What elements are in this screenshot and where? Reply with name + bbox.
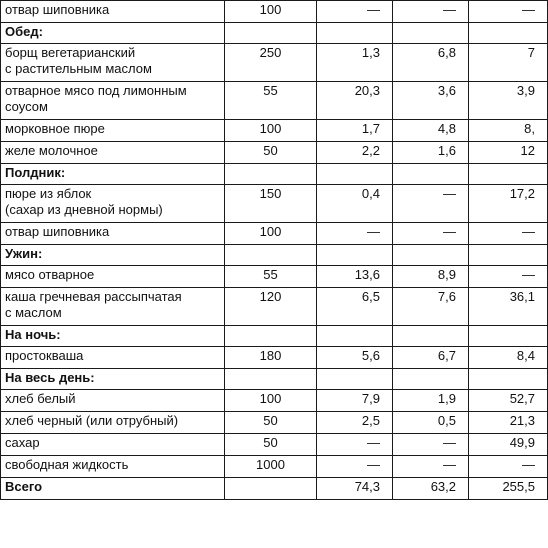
carbs-cell: — [469,266,548,288]
section-row [1,245,548,266]
protein-cell: 1,7 [317,120,393,142]
table-row [1,434,548,456]
fat-cell: — [393,185,469,223]
fat-cell: 4,8 [393,120,469,142]
dish-name: простокваша [1,347,225,369]
quantity-cell: 55 [225,266,317,288]
quantity-cell: 100 [225,1,317,23]
dish-name: сахар [1,434,225,456]
protein-cell [317,326,393,347]
quantity-cell [225,326,317,347]
table-row [1,456,548,478]
fat-cell: 6,7 [393,347,469,369]
quantity-cell: 120 [225,288,317,326]
table-row [1,288,548,326]
carbs-cell: 255,5 [469,478,548,500]
dish-name: отвар шиповника [1,223,225,245]
quantity-cell [225,478,317,500]
dish-name: пюре из яблок (сахар из дневной нормы) [1,185,225,223]
fat-cell [393,164,469,185]
protein-cell [317,369,393,390]
section-title: Обед: [1,23,225,44]
fat-cell: 1,6 [393,142,469,164]
carbs-cell: 17,2 [469,185,548,223]
fat-cell: — [393,456,469,478]
quantity-cell: 50 [225,142,317,164]
fat-cell: 3,6 [393,82,469,120]
fat-cell: 63,2 [393,478,469,500]
section-row [1,326,548,347]
carbs-cell: 12 [469,142,548,164]
table-row [1,266,548,288]
table-row [1,412,548,434]
dish-name: свободная жидкость [1,456,225,478]
quantity-cell: 150 [225,185,317,223]
carbs-cell: — [469,223,548,245]
quantity-cell: 250 [225,44,317,82]
dish-name: отварное мясо под лимонным соусом [1,82,225,120]
quantity-cell: 50 [225,412,317,434]
dish-name: борщ вегетарианский с растительным маслом [1,44,225,82]
dish-name: морковное пюре [1,120,225,142]
section-title: На ночь: [1,326,225,347]
table-row [1,82,548,120]
table-row [1,390,548,412]
carbs-cell: 49,9 [469,434,548,456]
protein-cell [317,23,393,44]
table-row [1,44,548,82]
carbs-cell: 3,9 [469,82,548,120]
protein-cell: 2,5 [317,412,393,434]
section-title: На весь день: [1,369,225,390]
fat-cell: 6,8 [393,44,469,82]
protein-cell: 7,9 [317,390,393,412]
section-row [1,164,548,185]
dish-name: отвар шиповника [1,1,225,23]
fat-cell: 7,6 [393,288,469,326]
carbs-cell [469,326,548,347]
table-row [1,347,548,369]
quantity-cell [225,164,317,185]
carbs-cell: 7 [469,44,548,82]
protein-cell: 0,4 [317,185,393,223]
carbs-cell: 8, [469,120,548,142]
carbs-cell [469,164,548,185]
carbs-cell: — [469,456,548,478]
dish-name: хлеб черный (или отрубный) [1,412,225,434]
fat-cell: 1,9 [393,390,469,412]
fat-cell [393,326,469,347]
protein-cell: 13,6 [317,266,393,288]
fat-cell: — [393,1,469,23]
quantity-cell: 100 [225,390,317,412]
quantity-cell [225,245,317,266]
section-row [1,369,548,390]
protein-cell [317,245,393,266]
table-row [1,185,548,223]
table-row [1,120,548,142]
total-row [1,478,548,500]
carbs-cell: 8,4 [469,347,548,369]
section-title: Полдник: [1,164,225,185]
fat-cell [393,369,469,390]
table-row [1,1,548,23]
carbs-cell: 36,1 [469,288,548,326]
section-title: Ужин: [1,245,225,266]
protein-cell: — [317,223,393,245]
protein-cell [317,164,393,185]
protein-cell: 74,3 [317,478,393,500]
dish-name: Всего [1,478,225,500]
quantity-cell: 100 [225,120,317,142]
quantity-cell: 50 [225,434,317,456]
section-row [1,23,548,44]
table-row [1,223,548,245]
fat-cell: 8,9 [393,266,469,288]
protein-cell: 5,6 [317,347,393,369]
protein-cell: — [317,1,393,23]
carbs-cell [469,369,548,390]
quantity-cell: 55 [225,82,317,120]
table-row [1,142,548,164]
dish-name: каша гречневая рассыпчатая с маслом [1,288,225,326]
protein-cell: 20,3 [317,82,393,120]
carbs-cell: 52,7 [469,390,548,412]
protein-cell: 1,3 [317,44,393,82]
carbs-cell: — [469,1,548,23]
dish-name: мясо отварное [1,266,225,288]
quantity-cell [225,23,317,44]
quantity-cell: 1000 [225,456,317,478]
quantity-cell: 180 [225,347,317,369]
diet-menu-table-body [1,1,548,500]
fat-cell: — [393,223,469,245]
fat-cell [393,23,469,44]
carbs-cell: 21,3 [469,412,548,434]
carbs-cell [469,245,548,266]
fat-cell: 0,5 [393,412,469,434]
dish-name: хлеб белый [1,390,225,412]
protein-cell: 6,5 [317,288,393,326]
protein-cell: — [317,456,393,478]
protein-cell: 2,2 [317,142,393,164]
quantity-cell: 100 [225,223,317,245]
dish-name: желе молочное [1,142,225,164]
quantity-cell [225,369,317,390]
protein-cell: — [317,434,393,456]
carbs-cell [469,23,548,44]
fat-cell: — [393,434,469,456]
fat-cell [393,245,469,266]
